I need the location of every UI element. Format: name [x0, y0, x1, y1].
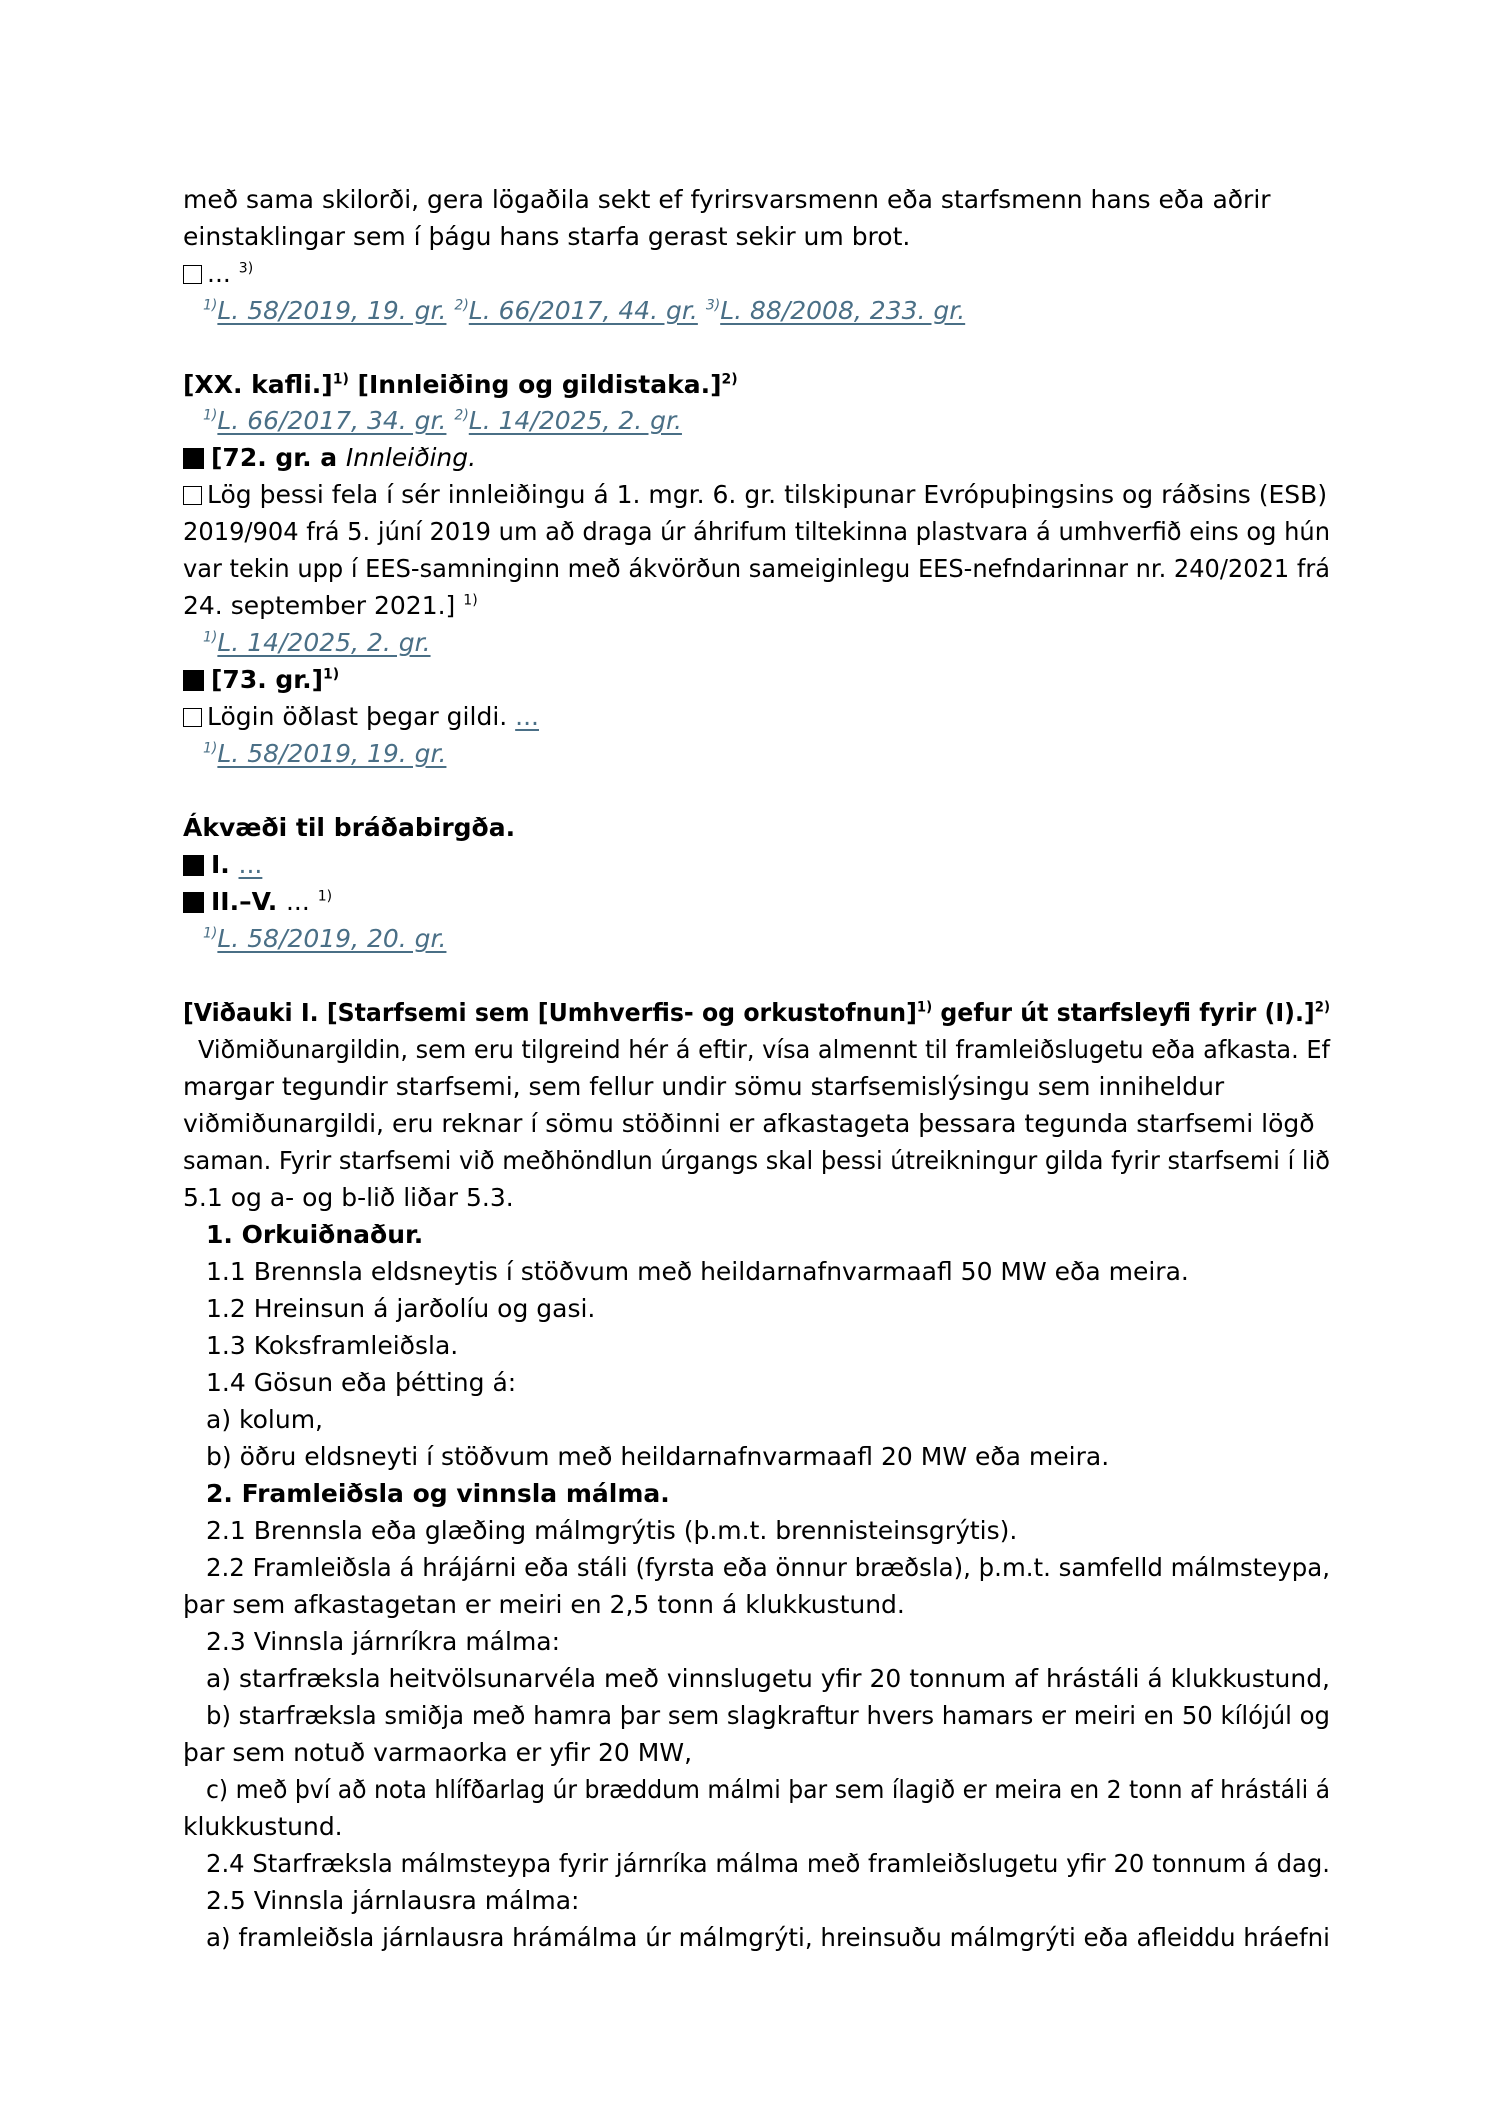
footnote-line	[203, 628, 431, 658]
footnote-line	[203, 739, 446, 769]
article-heading	[183, 887, 332, 917]
paragraph-line: var tekin upp í EES-samninginn með ákvörðun sameiginlegu EES-nefndarinnar nr. 240/2021 frá	[183, 554, 1330, 583]
footnote-link[interactable]: L. 66/2017, 34. gr.	[217, 406, 447, 435]
annex-title: gefur út starfsleyfi fyrir (I).]	[932, 998, 1315, 1027]
chapter-title: [XX. kafli.]	[183, 370, 333, 399]
list-item: 2.3 Vinnsla járnríkra málma:	[206, 1627, 561, 1656]
article-number: II.–V.	[211, 887, 286, 916]
omitted-text-link[interactable]: ...	[238, 850, 263, 879]
chapter-subtitle: [Innleiðing og gildistaka.]	[348, 370, 722, 399]
paragraph-text: Lög þessi fela í sér innleiðingu á 1. mgr. 6. gr. tilskipunar Evrópuþingsins og ráðsins (ESB)	[207, 480, 1328, 509]
footnote-ref: 1)	[916, 999, 933, 1016]
article-marker-icon	[183, 670, 204, 691]
article-marker-icon	[183, 448, 204, 469]
article-number: I.	[211, 850, 239, 879]
list-item: a) kolum,	[206, 1405, 323, 1434]
list-item: 2.4 Starfræksla málmsteypa fyrir járnríka málma með framleiðslugetu yfir 20 tonnum á dag.	[206, 1849, 1330, 1878]
article-marker-icon	[183, 892, 204, 913]
footnote-ref: 1)	[463, 592, 478, 609]
paragraph-marker-icon	[183, 708, 202, 727]
list-item-continuation: þar sem afkastagetan er meiri en 2,5 tonn á klukkustund.	[183, 1590, 905, 1619]
list-item: 1.3 Koksframleiðsla.	[206, 1331, 459, 1360]
annex-section-heading: 1. Orkuiðnaður.	[206, 1220, 424, 1249]
footnote-link[interactable]: L. 88/2008, 233. gr.	[720, 296, 966, 325]
article-heading	[183, 850, 262, 880]
omitted-text-link[interactable]: ...	[515, 702, 539, 731]
list-item-continuation: klukkustund.	[183, 1812, 343, 1841]
article-marker-icon	[183, 855, 204, 876]
footnote-ref: 1)	[323, 666, 340, 683]
paragraph-marker-icon	[183, 265, 202, 284]
article-number: [72. gr. a	[211, 443, 346, 472]
footnote-link[interactable]: L. 58/2019, 19. gr.	[217, 739, 447, 768]
list-item: 2.2 Framleiðsla á hrájárni eða stáli (fyrsta eða önnur bræðsla), þ.m.t. samfelld málmsteypa,	[206, 1553, 1330, 1582]
paragraph-line: margar tegundir starfsemi, sem fellur undir sömu starfsemislýsingu sem inniheldur	[183, 1072, 1225, 1101]
footnote-link[interactable]: L. 14/2025, 2. gr.	[468, 406, 682, 435]
annex-heading	[183, 998, 1330, 1028]
footnote-line	[203, 406, 682, 436]
paragraph-line: 2019/904 frá 5. júní 2019 um að draga úr áhrifum tiltekinna plastvara á umhverfið eins og hún	[183, 517, 1330, 546]
ellipsis-text: ...	[207, 259, 231, 288]
footnote-number: 1)	[203, 297, 218, 314]
footnote-number: 1)	[203, 925, 218, 942]
article-heading	[183, 443, 476, 473]
footnote-number: 1)	[203, 629, 218, 646]
paragraph-line	[183, 480, 1327, 510]
paragraph-text: 24. september 2021.]	[183, 591, 456, 620]
footnote-ref: 2)	[1314, 999, 1330, 1016]
paragraph-line: einstaklingar sem í þágu hans starfa gerast sekir um brot.	[183, 222, 911, 251]
footnote-link[interactable]: L. 14/2025, 2. gr.	[217, 628, 431, 657]
footnote-ref: 2)	[721, 371, 738, 388]
paragraph-marker-icon	[183, 486, 202, 505]
list-item: 1.4 Gösun eða þétting á:	[206, 1368, 517, 1397]
article-number: [73. gr.]	[211, 665, 323, 694]
footnote-ref: 3)	[238, 260, 254, 277]
article-title: Innleiðing.	[345, 443, 477, 472]
footnote-number: 1)	[203, 407, 218, 424]
list-item: b) öðru eldsneyti í stöðvum með heildarnafnvarmaafl 20 MW eða meira.	[206, 1442, 1110, 1471]
ellipsis-text: ...	[285, 887, 310, 916]
footnote-link[interactable]: L. 58/2019, 20. gr.	[217, 924, 447, 953]
list-item: a) starfræksla heitvölsunarvéla með vinnslugetu yfir 20 tonnum af hrástáli á klukkustund,	[206, 1664, 1330, 1693]
paragraph-line: saman. Fyrir starfsemi við meðhöndlun úrgangs skal þessi útreikningur gilda fyrir starfsemi í lið	[183, 1146, 1330, 1175]
footnote-link[interactable]: L. 58/2019, 19. gr.	[217, 296, 447, 325]
list-item: 2.1 Brennsla eða glæðing málmgrýtis (þ.m.t. brennisteinsgrýtis).	[206, 1516, 1018, 1545]
paragraph-line: með sama skilorði, gera lögaðila sekt ef fyrirsvarsmenn eða starfsmenn hans eða aðrir	[183, 185, 1271, 214]
paragraph-line	[183, 259, 253, 289]
footnote-line	[203, 924, 446, 954]
footnote-number: 2)	[454, 297, 469, 314]
list-item: 1.2 Hreinsun á jarðolíu og gasi.	[206, 1294, 596, 1323]
paragraph-line	[183, 702, 539, 732]
list-item: c) með því að nota hlífðarlag úr bræddum málmi þar sem ílagið er meira en 2 tonn af hrástáli á	[206, 1775, 1330, 1804]
article-heading	[183, 665, 339, 695]
footnote-line	[203, 296, 965, 326]
paragraph-line: Viðmiðunargildin, sem eru tilgreind hér á eftir, vísa almennt til framleiðslugetu eða afkasta. Ef	[198, 1035, 1330, 1064]
paragraph-line	[183, 591, 478, 621]
footnote-link[interactable]: L. 66/2017, 44. gr.	[468, 296, 698, 325]
footnote-number: 2)	[454, 407, 469, 424]
footnote-ref: 1)	[317, 888, 333, 905]
footnote-number: 3)	[705, 297, 721, 314]
paragraph-line: 5.1 og a- og b-lið liðar 5.3.	[183, 1183, 514, 1212]
list-item: 1.1 Brennsla eldsneytis í stöðvum með heildarnafnvarmaafl 50 MW eða meira.	[206, 1257, 1189, 1286]
section-heading: Ákvæði til bráðabirgða.	[183, 813, 516, 842]
list-item: b) starfræksla smiðja með hamra þar sem slagkraftur hvers hamars er meiri en 50 kílójúl og	[206, 1701, 1330, 1730]
paragraph-text: Lögin öðlast þegar gildi.	[207, 702, 516, 731]
list-item: 2.5 Vinnsla járnlausra málma:	[206, 1886, 580, 1915]
footnote-ref: 1)	[332, 371, 349, 388]
annex-title: [Viðauki I. [Starfsemi sem [Umhverfis- og orkustofnun]	[183, 998, 917, 1027]
footnote-number: 1)	[203, 740, 218, 757]
paragraph-line: viðmiðunargildi, eru reknar í sömu stöðinni er afkastageta þessara tegunda starfsemi lögð	[183, 1109, 1315, 1138]
list-item-continuation: þar sem notuð varmaorka er yfir 20 MW,	[183, 1738, 693, 1767]
annex-section-heading: 2. Framleiðsla og vinnsla málma.	[206, 1479, 670, 1508]
list-item: a) framleiðsla járnlausra hrámálma úr málmgrýti, hreinsuðu málmgrýti eða afleiddu hráefni	[206, 1923, 1330, 1952]
chapter-heading	[183, 370, 738, 400]
